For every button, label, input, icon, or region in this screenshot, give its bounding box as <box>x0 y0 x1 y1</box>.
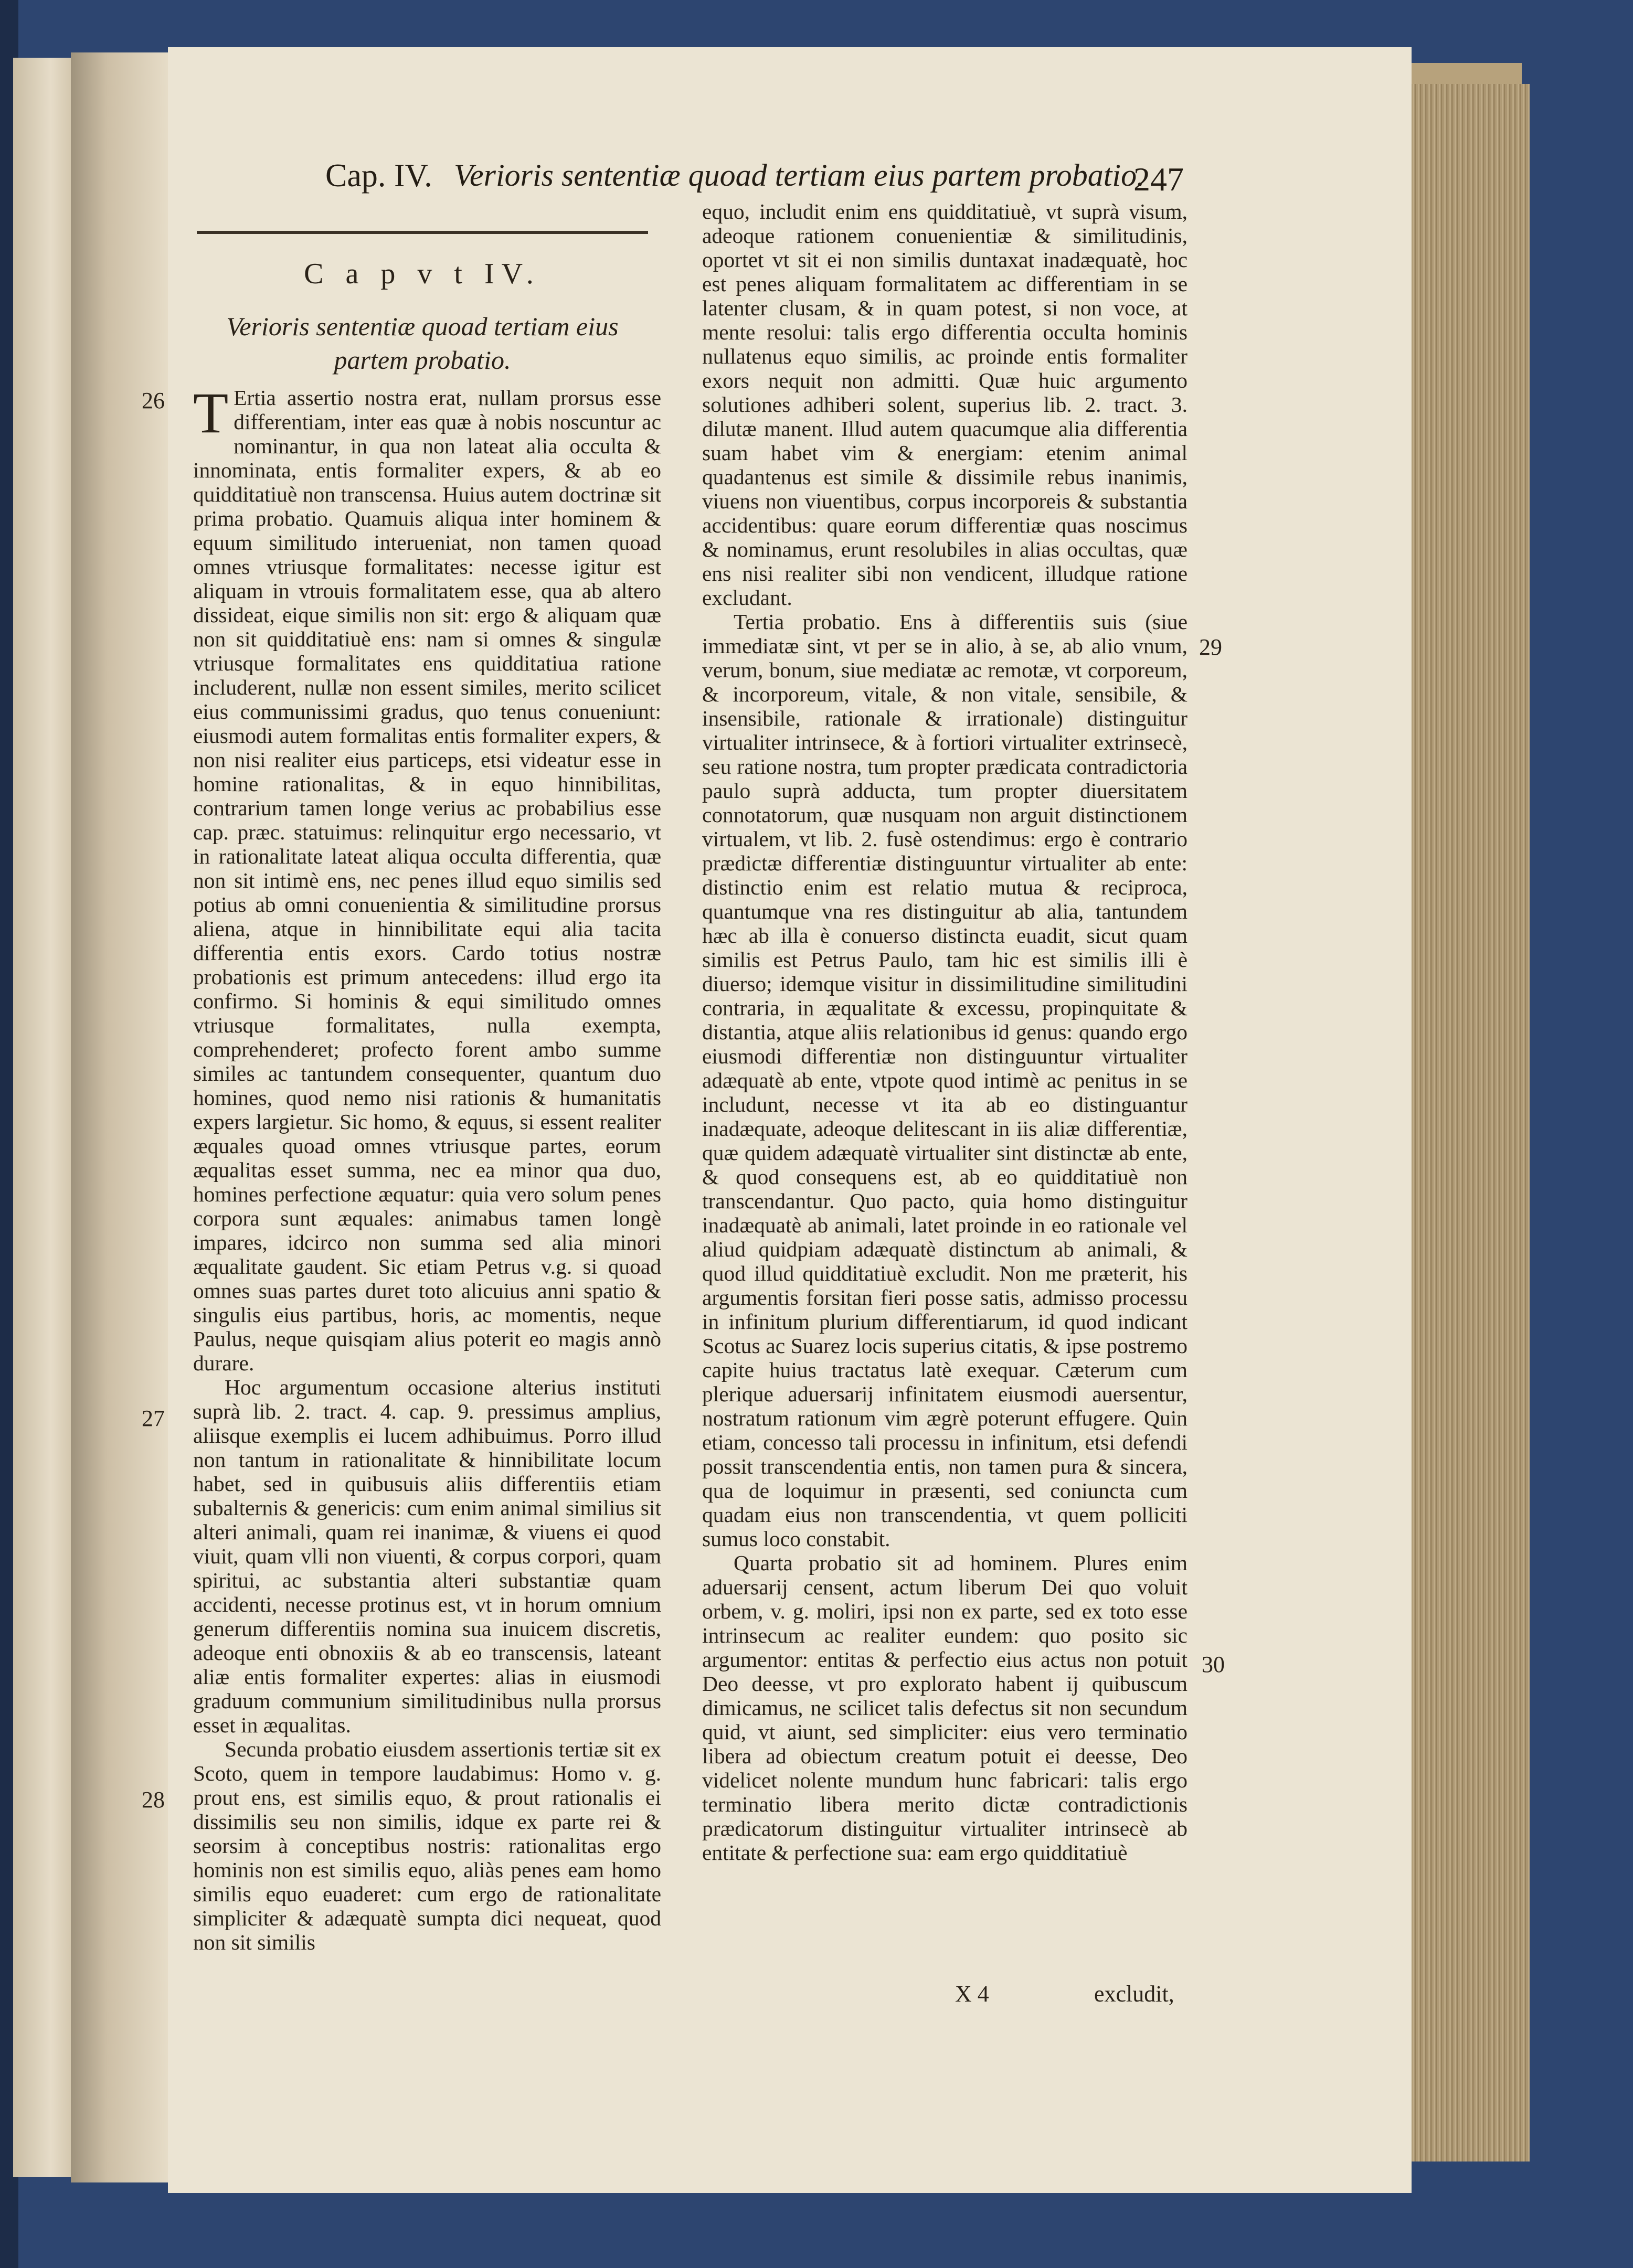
running-head <box>325 157 1191 205</box>
running-head-title: Verioris sententiæ quoad tertiam eius partem probatio. <box>454 158 1145 193</box>
right-column <box>702 199 1187 1994</box>
chapter-subtitle: Verioris sententiæ quoad tertiam eius partem probatio. <box>226 312 619 375</box>
paragraph-29: Tertia probatio. Ens à differentiis suis (siue immediatæ sint, vt per se in alio, à se, ab alio vnum, verum, bonum, siue mediatæ ac remotæ, vt corporeum, & incorporeum, vitale, & non vitale, sensibile, & insensibile, rationale & irrationale) distinguitur virtualiter intrinsece, & à fortiori virtualiter extrinsecè, seu ratione nostra, tum propter prædicata contradictoria paulo suprà adducta, tum propter diuersitatem connotatorum, quæ nusquam non arguit distinctionem virtualem, vt lib. 2. fusè ostendimus: ergo è contrario prædictæ differentiæ distinguuntur virtualiter ab ente: distinctio enim est relatio mutua & reciproca, quantumque vna res distinguitur ab alia, tantundem hæc ab illa è conuerso distincta euadit, sicut quam similis est Petrus Paulo, tam hic est similis illi è diuerso; idemque visitur in dissimilitudine similitudini contraria, in æqualitate & excessu, propinquitate & distantia, atque aliis relationibus id genus: quando ergo eiusmodi differentiæ non distinguuntur virtualiter adæquatè ab ente, vtpote quod intimè ac penitus in se includunt, necesse vt ita ab eo distinguantur inadæquate, adeoque delitescant in iis aliæ differentiæ, quæ quidem adæquatè virtualiter sint distinctæ ab ente, & quod consequens est, ab eo quidditatiuè non transcendantur. Quo pacto, quia homo distinguitur inadæquatè ab animali, latet proinde in eo rationale vel aliud quidpiam adæquatè distinctum ab animali, & quod illud quidditatiuè excludit. Non me præterit, his argumentis forsitan fieri posse satis, admisso processu in infinitum plurium differentiarum, id quod indicant Scotus ac Suarez locis superius citatis, & ipse postremo capite huius tractatus latè exequar. Cæterum cum plerique aduersarij infinitatem eiusmodi auersentur, nostratum rationum vim ægrè poterunt effugere. Quin etiam, concesso tali processu in infinitum, etsi defendi possit transcendentia entis, non tamen pura & sincera, qua de loquimur in præsenti, sed coniuncta cum quadam eius non transcendentia, vt quem polliciti sumus loco constabit. <box>702 610 1187 1551</box>
margin-number-27: 27 <box>142 1405 165 1431</box>
page-fore-edge <box>1412 84 1530 2161</box>
page-number: 247 <box>1133 161 1184 198</box>
chapter-heading: C a p v t IV. <box>304 258 541 290</box>
paragraph-26 <box>193 381 661 1375</box>
catchword: excludit, <box>1094 1981 1174 2007</box>
margin-number-28: 28 <box>142 1787 165 1813</box>
paragraph-continued: equo, includit enim ens quidditatiuè, vt suprà visum, adeoque rationem conuenientiæ & similitudinis, oportet vt sit ei non similis duntaxat inadæquatè, hoc est penes aliquam formalitatem ac differentiam in se latenter clusam, & in quam potest, si non voce, at mente resolui: talis ergo differentia occulta hominis nullatenus equo similis, ac proinde entis formaliter exors nequit non admitti. Quæ huic argumento solutiones adhiberi solent, superius lib. 2. tract. 3. dilutæ manent. Illud autem quacumque alia differentia suam habet vim & energiam: etenim animal quadantenus est simile & dissimile rebus inanimis, viuens non viuentibus, corpus incorporeis & substantia accidentibus: quare eorum differentiæ quas noscimus & nominamus, erunt resolubiles in alias occultas, quæ ens nisi realiter sibi non vendicent, illudque ratione excludant. <box>702 199 1187 610</box>
facing-page-edge <box>13 58 76 2177</box>
margin-number-26: 26 <box>142 388 165 413</box>
drop-cap: T <box>193 381 229 445</box>
paragraph-27: Hoc argumentum occasione alterius instituti suprà lib. 2. tract. 4. cap. 9. pressimus amplius, aliisque exemplis ei lucem adhibuimus. Porro illud non tantum in rationalitate & hinnibilitate locum habet, sed in quibusuis aliis differentiis etiam subalternis & genericis: cum enim animal similius sit alteri animali, quam rei inanimæ, & viuens ei quod viuit, quam vlli non viuenti, & corpus corpori, quam spiritui, ac substantia alteri substantiæ quam accidenti, necesse protinus est, vt in horum omnium generum differentiis nomina sua inuicem discretis, adeoque enti obnoxiis & ab eo transcensis, lateant aliæ entis formaliter expertes: alias in eiusmodi graduum communium similitudinibus nulla prorsus esset in æqualitas. <box>193 1375 661 1737</box>
paragraph-28: Secunda probatio eiusdem assertionis tertiæ sit ex Scoto, quem in tempore laudabimus: Homo v. g. prout ens, est similis equo, & prout rationalis ei dissimilis seu non similis, idque ex parte rei & seorsim à conceptibus nostris: rationalitas ergo hominis non est similis equo, aliàs penes eam homo similis equo euaderet: cum ergo de rationalitate simpliciter & adæquatè sumpta dici nequeat, quod non sit similis <box>193 1737 661 1954</box>
book-gutter <box>71 52 176 2182</box>
signature-mark: X 4 <box>955 1981 989 2007</box>
running-head-chapter: Cap. IV. <box>325 158 432 194</box>
margin-number-30: 30 <box>1202 1652 1225 1677</box>
left-column <box>193 381 661 1954</box>
paragraph-30: Quarta probatio sit ad hominem. Plures enim aduersarij censent, actum liberum Dei quo voluit orbem, v. g. moliri, ipsi non ex parte, sed ex toto esse intrinsecum ac realiter eundem: quo posito sic argumentor: entitas & perfectio eius actus non potuit Deo deesse, vt pro explorato habent ij quibuscum dimicamus, ne scilicet talis defectus sit non secundum quid, vt aiunt, sed simpliciter: eius vero terminatio libera ad obiectum creatum potuit ei deesse, Deo videlicet nolente mundum hunc fabricari: talis ergo terminatio libera merito dictæ contradictionis prædicatorum distinguitur virtualiter intrinsecè ab entitate & perfectione sua: eam ergo quidditatiuè <box>702 1551 1187 1865</box>
paragraph-26-text: Ertia assertio nostra erat, nullam prorsus esse differentiam, inter eas quæ à nobis noscuntur ac nominantur, in qua non lateat alia occulta & innominata, entis formaliter expers, & ab eo quidditatiuè non transcensa. Huius autem doctrinæ sit prima probatio. Quamuis aliqua inter hominem & equum similitudo interueniat, non tamen quoad omnes vtriusque formalitates: necesse igitur est aliquam in vtrouis formalitatem esse, qua ab altero dissideat, eique similis non sit: ergo & aliquam quæ non sit quidditatiuè ens: nam si omnes & singulæ vtriusque formalitates ens quidditatiua ratione includerent, nullæ non essent similes, merito scilicet eius communissimi gradus, quo tenus conueniunt: eiusmodi autem formalitas entis formaliter expers, & non nisi realiter eius particeps, etsi videatur esse in homine rationalitas, & in equo hinnibilitas, contrarium tamen longe verius ac probabilius esse cap. præc. statuimus: relinquitur ergo necessario, vt in rationalitate lateat aliqua occulta differentia, quæ non sit intimè ens, nec penes illud equo similis sed potius ab omni conuenientia & similitudine prorsus aliena, atque in hinnibilitate equi alia tacita differentia entis exors. Cardo totius nostræ probationis est primum antecedens: illud ergo ita confirmo. Si hominis & equi similitudo omnes vtriusque formalitates, nulla exempta, comprehenderet; profecto forent ambo summe similes ac tantundem consequenter, quantum duo homines, quod nemo nisi rationis & humanitatis expers largietur. Sic homo, & equus, si essent realiter æquales quoad omnes vtriusque partes, eorum æqualitas esset summa, nec ea minor qua duo, homines perfectione æquatur: quia vero solum penes corpora sunt æquales: animabus tamen longè impares, idcirco non summa sed alia minori æqualitate gaudent. Sic etiam Petrus v.g. si quoad omnes suas partes duret toto alicuius anni spatio & singulis eius partibus, horis, ac momentis, neque Paulus, neque quisqiam alius poterit eo magis annò durare. <box>193 386 661 1375</box>
margin-number-29: 29 <box>1199 634 1222 660</box>
chapter-rule <box>197 231 648 234</box>
